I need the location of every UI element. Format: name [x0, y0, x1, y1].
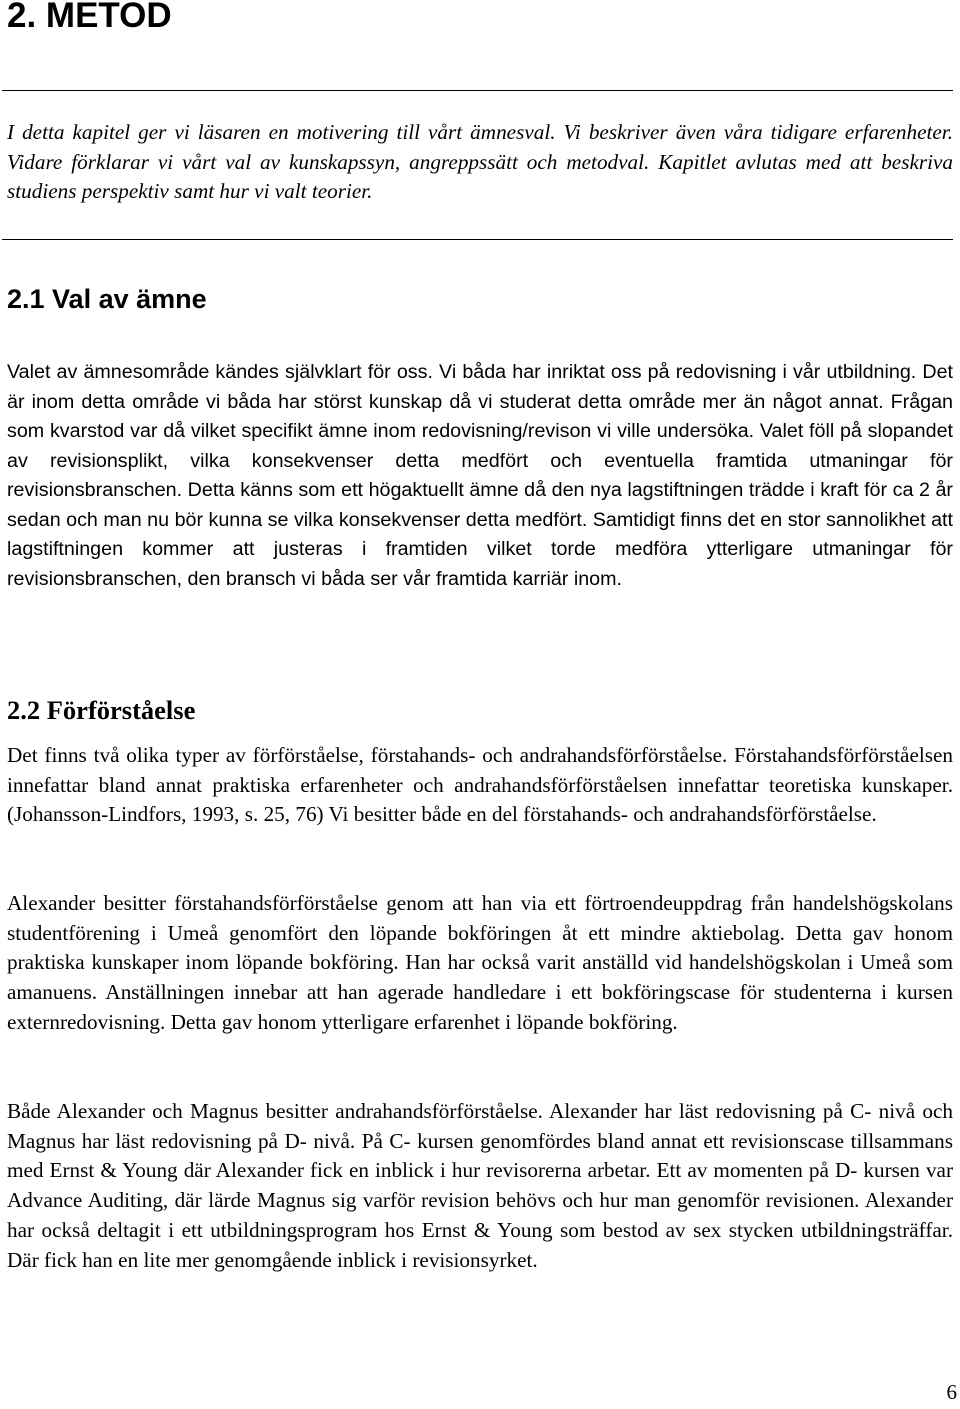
chapter-title: 2. METOD: [7, 0, 172, 35]
paragraph-forforstaelse-types: Det finns två olika typer av förförståelse, förstahands- och andrahandsförförståelse. Förstahandsförförståelsen innefattar bland annat praktiska erfarenheter och andrahandsförförståelsen innefattar teoretiska kunskaper. (Johansson-Lindfors, 1993, s. 25, 76) Vi besitter både en del förstahands- och andrahandsförförståelse.: [7, 743, 953, 827]
page-number: 6: [946, 1380, 957, 1404]
intro-top-rule: [2, 90, 953, 91]
document-page: [7, 0, 957, 1409]
paragraph-val-av-amne: Valet av ämnesområde kändes självklart för oss. Vi båda har inriktat oss på redovisning i vår utbildning. Det är inom detta område vi båda har störst kunskap då vi studerat detta område mer än något annat. Frågan som kvarstod var då vilket specifikt ämne inom redovisning/revison vi ville undersöka. Valet föll på slopandet av revisionsplikt, vilka konsekvenser detta medfört och eventuella framtida utmaningar för revisionsbranschen. Detta känns som ett högaktuellt ämne då den nya lagstiftningen trädde i kraft för ca 2 år sedan och man nu bör kunna se vilka konsekvenser detta medfört. Samtidigt finns det en stor sannolikhet att lagstiftningen kommer att justeras i framtiden vilket torde medföra ytterligare utmaningar för revisionsbranschen, den bransch vi båda ser vår framtida karriär inom.: [7, 361, 953, 590]
paragraph-both-authors: Både Alexander och Magnus besitter andrahandsförförståelse. Alexander har läst redovisning på C- nivå och Magnus har läst redovisning på D- nivå. På C- kursen genomfördes bland annat ett revisionscase tillsammans med Ernst & Young där Alexander fick en inblick i hur revisorerna arbetar. Ett av momenten på D- kursen var Advance Auditing, där lärde Magnus sig varför revision behövs och hur man genomför revisionen. Alexander har också deltagit i ett utbildningsprogram hos Ernst & Young som bestod av sex stycken utbildningsträffar. Där fick han en lite mer genomgående inblick i revisionsyrket.: [7, 1099, 953, 1272]
section-heading-val-av-amne: 2.1 Val av ämne: [7, 284, 207, 314]
chapter-intro: I detta kapitel ger vi läsaren en motivering till vårt ämnesval. Vi beskriver även våra tidigare erfarenheter. Vidare förklarar vi vårt val av kunskapssyn, angreppssätt och metodval. Kapitlet avlutas med att beskriva studiens perspektiv samt hur vi valt teorier.: [7, 120, 953, 203]
section-heading-forforstaelse: 2.2 Förförståelse: [7, 695, 196, 725]
paragraph-alexander-experience: Alexander besitter förstahandsförförståelse genom att han via ett förtroendeuppdrag från handelshögskolans studentförening i Umeå genomfört den löpande bokföringen åt ett mindre aktiebolag. Detta gav honom praktiska kunskaper inom löpande bokföring. Han har också varit anställd vid handelshögskolan i Umeå som amanuens. Anställningen innebar att han agerade handledare i ett bokföringscase för studenterna i kursen externredovisning. Detta gav honom ytterligare erfarenhet i löpande bokföring.: [7, 891, 953, 1034]
intro-bottom-rule: [2, 239, 953, 240]
